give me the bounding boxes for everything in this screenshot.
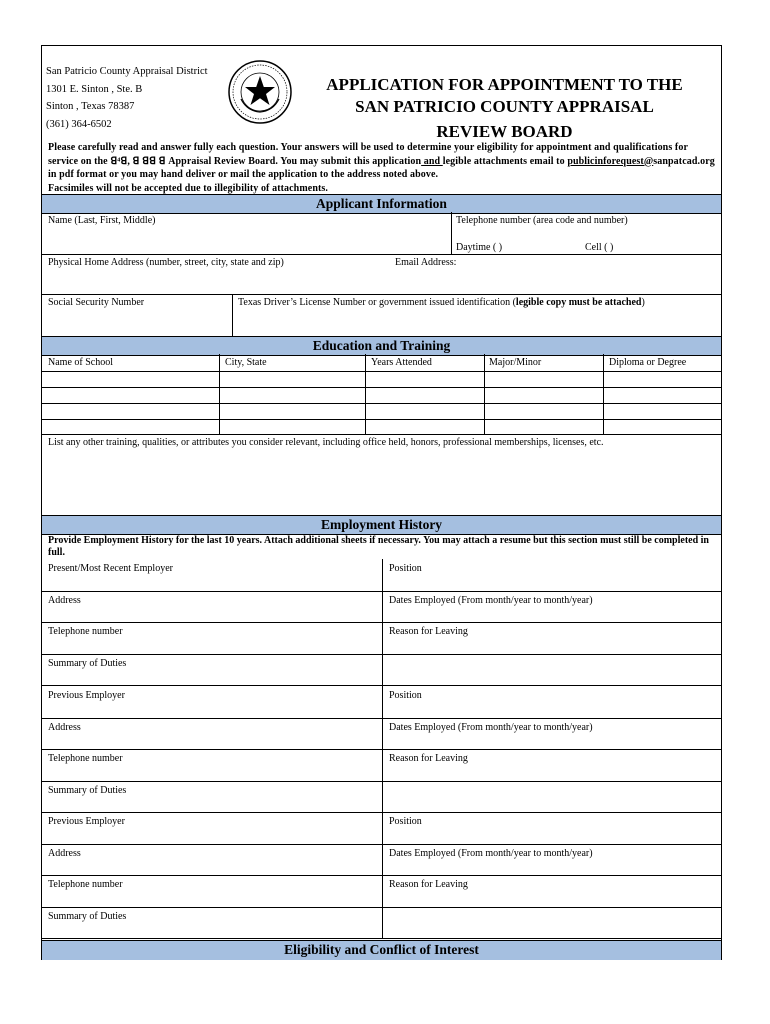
intro-and: and — [421, 155, 443, 167]
employment-2-dates-employed-label: Dates Employed (From month/year to month/year) — [389, 721, 593, 733]
title-line-1: APPLICATION FOR APPOINTMENT TO THE — [326, 75, 683, 94]
cell-label: Cell ( ) — [585, 242, 614, 253]
dl-label-bold: legible copy must be attached — [515, 297, 642, 308]
intro-part-2: Appraisal Review Board. You may submit this application — [168, 155, 422, 167]
employment-2-reason-for-leaving-label: Reason for Leaving — [389, 753, 468, 764]
employment-1-position-label: Position — [389, 563, 422, 574]
col-diploma-degree: Diploma or Degree — [609, 357, 687, 368]
name-label: Name (Last, First, Middle) — [48, 215, 156, 226]
dl-label-end: ) — [641, 297, 645, 308]
ssn-label: Social Security Number — [48, 297, 145, 308]
employment-2-position-label: Position — [389, 690, 422, 701]
intro-part-3: legible attachments email to — [442, 155, 568, 167]
employment-2-telephone-label: Telephone number — [48, 753, 123, 764]
intro-email-link[interactable]: publicinforequest@ — [567, 155, 654, 167]
other-training-label: List any other training, qualities, or attributes you consider relevant, including office held, honors, professional memberships, licenses, etc. — [48, 437, 604, 448]
applicant-section-header: Applicant Information — [42, 194, 721, 214]
email-address-label: Email Address: — [395, 257, 457, 268]
col-name-of-school: Name of School — [48, 357, 113, 368]
org-city: Sinton , Texas 78387 — [46, 101, 135, 112]
employment-1-employer-label: Present/Most Recent Employer — [48, 563, 173, 574]
intro-part-1: Please carefully read and answer fully each question. Your answers will be used to determine your eligibility for appointment and qualifications for service on the — [48, 142, 688, 167]
intro-part-4: sanpatcad.org in pdf format or you may hand deliver or mail the application to the address noted above. — [48, 155, 715, 180]
application-form — [41, 45, 722, 960]
employment-3-employer-label: Previous Employer — [48, 816, 125, 827]
intro-text — [48, 141, 716, 195]
title-line-3: REVIEW BOARD — [436, 122, 573, 141]
form-title — [292, 74, 717, 143]
employment-2-summary-of-duties-label: Summary of Duties — [48, 784, 127, 796]
org-address: 1301 E. Sinton , Ste. B — [46, 84, 143, 95]
col-major-minor: Major/Minor — [489, 357, 542, 368]
employment-3-telephone-label: Telephone number — [48, 879, 123, 890]
employment-2-employer-label: Previous Employer — [48, 690, 125, 701]
employment-2-address-label: Address — [48, 721, 81, 733]
title-line-2: SAN PATRICIO COUNTY APPRAISAL — [355, 97, 654, 116]
home-address-label: Physical Home Address (number, street, city, state and zip) — [48, 257, 284, 268]
employment-1-reason-for-leaving-label: Reason for Leaving — [389, 626, 468, 637]
employment-3-address-label: Address — [48, 847, 81, 859]
org-name: San Patricio County Appraisal District — [46, 66, 208, 77]
employment-3-position-label: Position — [389, 816, 422, 827]
employment-3-dates-employed-label: Dates Employed (From month/year to month/year) — [389, 847, 593, 859]
employment-1-summary-of-duties-label: Summary of Duties — [48, 657, 127, 669]
col-city-state: City, State — [225, 357, 267, 368]
eligibility-section-header: Eligibility and Conflict of Interest — [42, 940, 721, 960]
employment-1-address-label: Address — [48, 594, 81, 606]
employment-3-summary-of-duties-label: Summary of Duties — [48, 910, 127, 922]
telephone-label: Telephone number (area code and number) — [456, 215, 628, 226]
dl-label-text: Texas Driver’s License Number or government issued identification ( — [238, 297, 516, 308]
employment-instructions: Provide Employment History for the last 10 years. Attach additional sheets if necessary. You may attach a resume but this section must still be completed in full. — [48, 535, 709, 558]
daytime-label: Daytime ( ) — [456, 242, 503, 253]
org-phone: (361) 364-6502 — [46, 119, 112, 130]
employment-3-reason-for-leaving-label: Reason for Leaving — [389, 879, 468, 890]
intro-garbled: ꓭ⁴ꓭ, ꓭ ꓭꓭ ꓭ — [110, 155, 166, 167]
education-section-header: Education and Training — [42, 336, 721, 356]
texas-seal-icon — [227, 59, 293, 125]
intro-part-5: Facsimiles will not be accepted due to illegibility of attachments. — [48, 182, 329, 194]
employment-1-telephone-label: Telephone number — [48, 626, 123, 637]
employment-section-header: Employment History — [42, 515, 721, 535]
dl-label — [238, 297, 645, 309]
col-years-attended: Years Attended — [371, 357, 432, 368]
employment-1-dates-employed-label: Dates Employed (From month/year to month/year) — [389, 594, 593, 606]
